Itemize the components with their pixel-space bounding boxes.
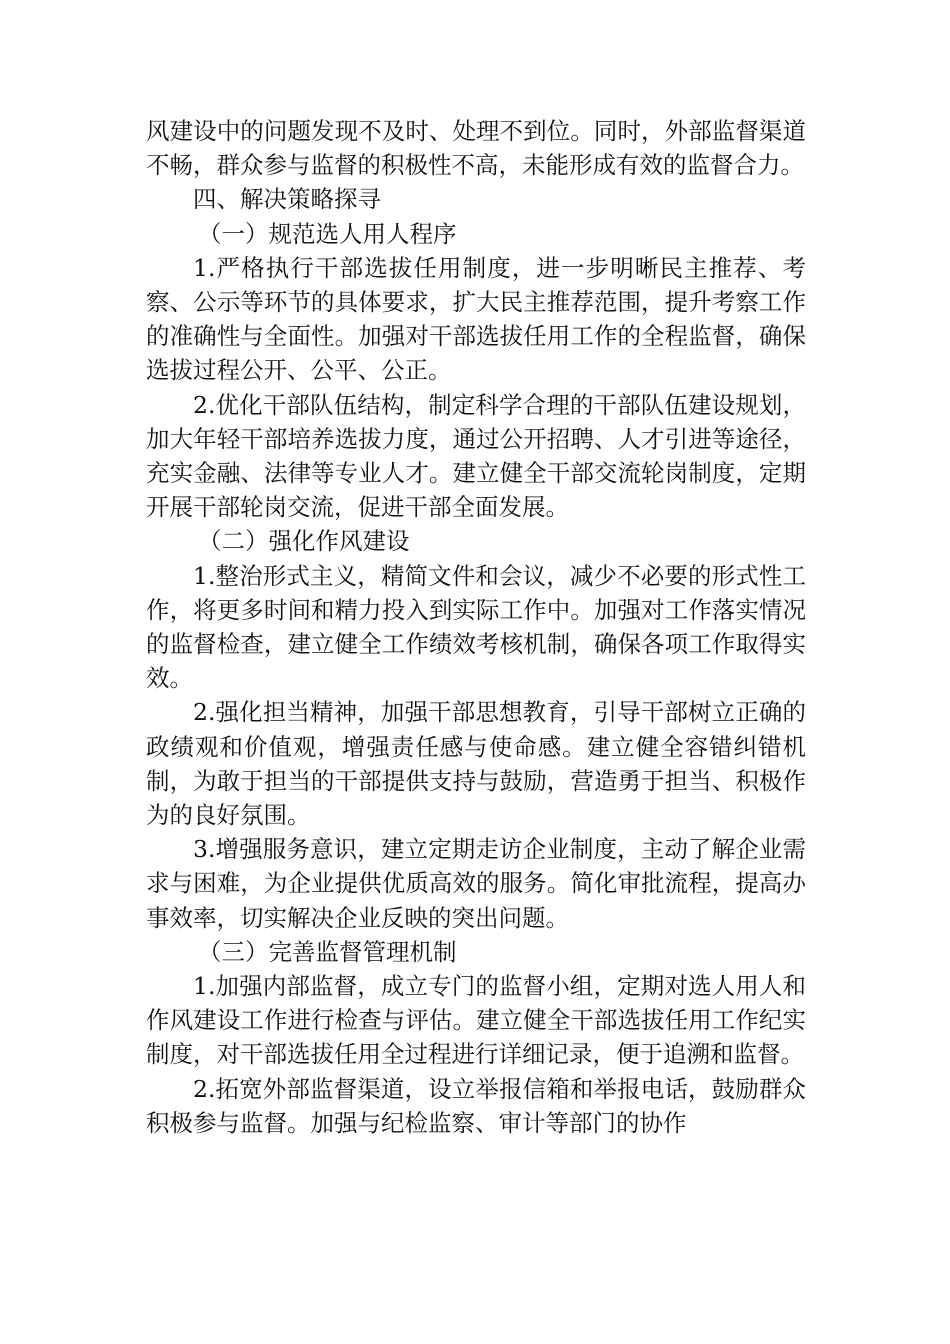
paragraph-2-1: 1.整治形式主义，精简文件和会议，减少不必要的形式性工作，将更多时间和精力投入到实际工作中。加强对工作落实情况的监督检查，建立健全工作绩效考核机制，确保各项工作取得实效。 xyxy=(146,561,806,693)
paragraph-intro: 风建设中的问题发现不及时、处理不到位。同时，外部监督渠道不畅，群众参与监督的积极性不高，未能形成有效的监督合力。 xyxy=(146,117,806,180)
subsection-heading-1: （一）规范选人用人程序 xyxy=(198,219,457,248)
paragraph-3-2: 2.拓宽外部监督渠道，设立举报信箱和举报电话，鼓励群众积极参与监督。加强与纪检监察、审计等部门的协作 xyxy=(146,1074,806,1137)
section-heading-4: 四、解决策略探寻 xyxy=(193,185,381,214)
paragraph-2-2: 2.强化担当精神，加强干部思想教育，引导干部树立正确的政绩观和价值观，增强责任感与使命感。建立健全容错纠错机制，为敢于担当的干部提供支持与鼓励，营造勇于担当、积极作为的良好氛围。 xyxy=(146,698,806,830)
paragraph-3-1: 1.加强内部监督，成立专门的监督小组，定期对选人用人和作风建设工作进行检查与评估。建立健全干部选拔任用工作纪实制度，对干部选拔任用全过程进行详细记录，便于追溯和监督。 xyxy=(146,972,806,1069)
subsection-heading-3: （三）完善监督管理机制 xyxy=(198,937,457,966)
subsection-heading-2: （二）强化作风建设 xyxy=(198,527,410,556)
paragraph-1-2: 2.优化干部队伍结构，制定科学合理的干部队伍建设规划，加大年轻干部培养选拔力度，通过公开招聘、人才引进等途径，充实金融、法律等专业人才。建立健全干部交流轮岗制度，定期开展干部轮岗交流，促进干部全面发展。 xyxy=(146,390,806,522)
paragraph-2-3: 3.增强服务意识，建立定期走访企业制度，主动了解企业需求与困难，为企业提供优质高效的服务。简化审批流程，提高办事效率，切实解决企业反映的突出问题。 xyxy=(146,835,806,932)
document-page xyxy=(146,114,806,1140)
paragraph-1-1: 1.严格执行干部选拔任用制度，进一步明晰民主推荐、考察、公示等环节的具体要求，扩大民主推荐范围，提升考察工作的准确性与全面性。加强对干部选拔任用工作的全程监督，确保选拔过程公开、公平、公正。 xyxy=(146,253,806,385)
